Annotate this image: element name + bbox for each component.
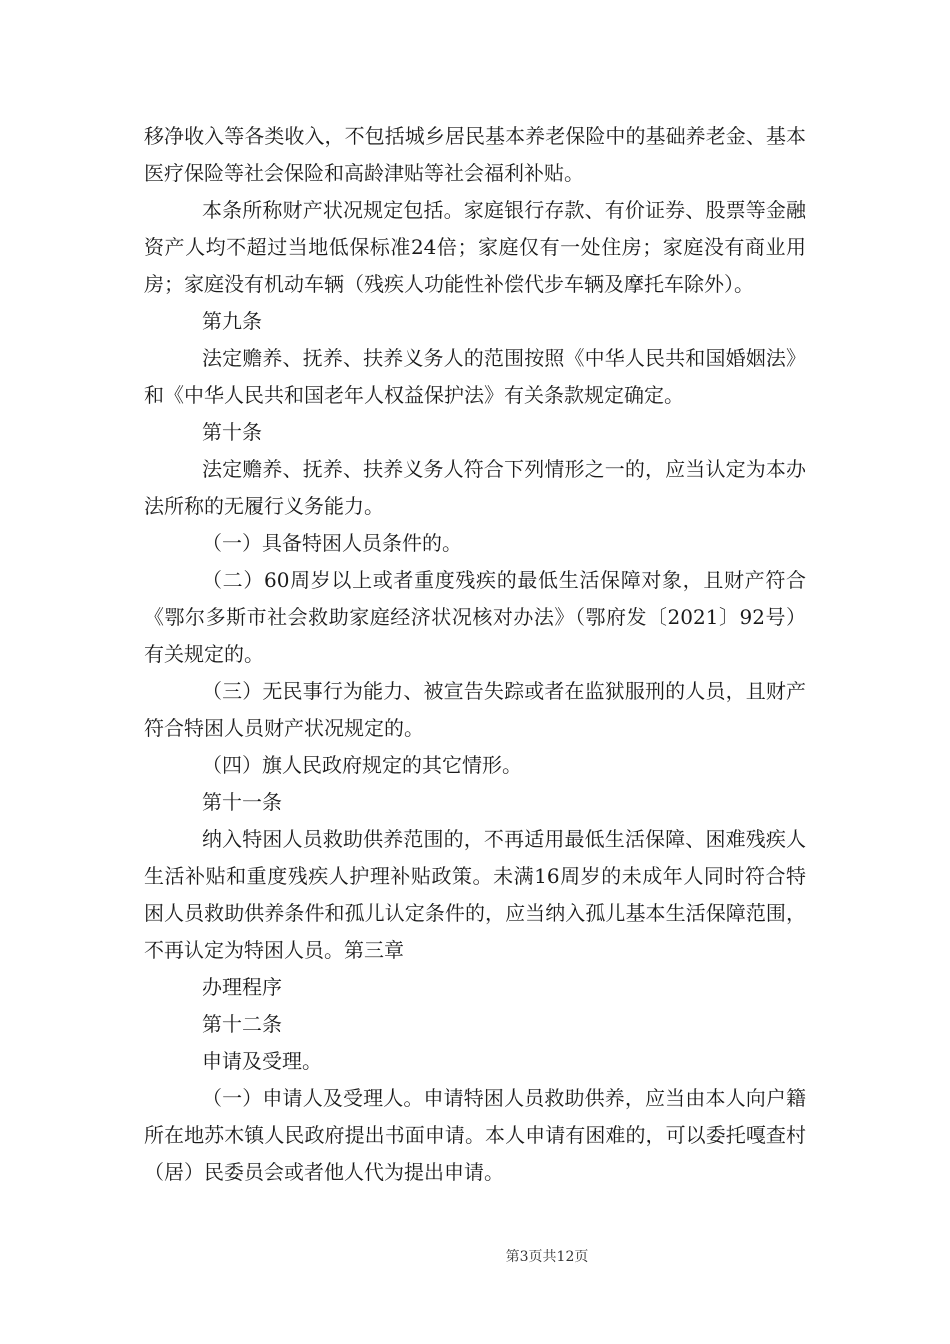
paragraph: （三）无民事行为能力、被宣告失踪或者在监狱服刑的人员，且财产符合特困人员财产状况规定的。 [144, 679, 806, 740]
document-body [144, 118, 806, 1191]
paragraph: （一）具备特困人员条件的。 [202, 531, 462, 555]
paragraph: 申请及受理。 [202, 1049, 322, 1073]
paragraph: 本条所称财产状况规定包括。家庭银行存款、有价证券、股票等金融资产人均不超过当地低保标准24倍；家庭仅有一处住房；家庭没有商业用房；家庭没有机动车辆（残疾人功能性补偿代步车辆及摩托车除外）。 [144, 198, 806, 296]
paragraph: （二）60周岁以上或者重度残疾的最低生活保障对象，且财产符合《鄂尔多斯市社会救助家庭经济状况核对办法》（鄂府发〔2021〕92号）有关规定的。 [144, 568, 806, 666]
paragraph: 第十一条 [202, 790, 282, 814]
page-number: 第3页共12页 [505, 1249, 589, 1265]
paragraph: 第十条 [202, 420, 262, 444]
paragraph: 法定赡养、抚养、扶养义务人的范围按照《中华人民共和国婚姻法》和《中华人民共和国老年人权益保护法》有关条款规定确定。 [144, 346, 806, 407]
paragraph: 第十二条 [202, 1012, 282, 1036]
paragraph: 第九条 [202, 309, 262, 333]
paragraph: 法定赡养、抚养、扶养义务人符合下列情形之一的，应当认定为本办法所称的无履行义务能力。 [144, 457, 806, 518]
paragraph: 移净收入等各类收入，不包括城乡居民基本养老保险中的基础养老金、基本医疗保险等社会保险和高龄津贴等社会福利补贴。 [144, 124, 806, 185]
page-footer [0, 1248, 950, 1266]
paragraph: 纳入特困人员救助供养范围的，不再适用最低生活保障、困难残疾人生活补贴和重度残疾人护理补贴政策。未满16周岁的未成年人同时符合特困人员救助供养条件和孤儿认定条件的，应当纳入孤儿基本生活保障范围，不再认定为特困人员。第三章 [144, 827, 806, 962]
paragraph: （四）旗人民政府规定的其它情形。 [202, 753, 522, 777]
paragraph: 办理程序 [202, 975, 282, 999]
paragraph: （一）申请人及受理人。申请特困人员救助供养，应当由本人向户籍所在地苏木镇人民政府提出书面申请。本人申请有困难的，可以委托嘎查村（居）民委员会或者他人代为提出申请。 [144, 1086, 806, 1184]
